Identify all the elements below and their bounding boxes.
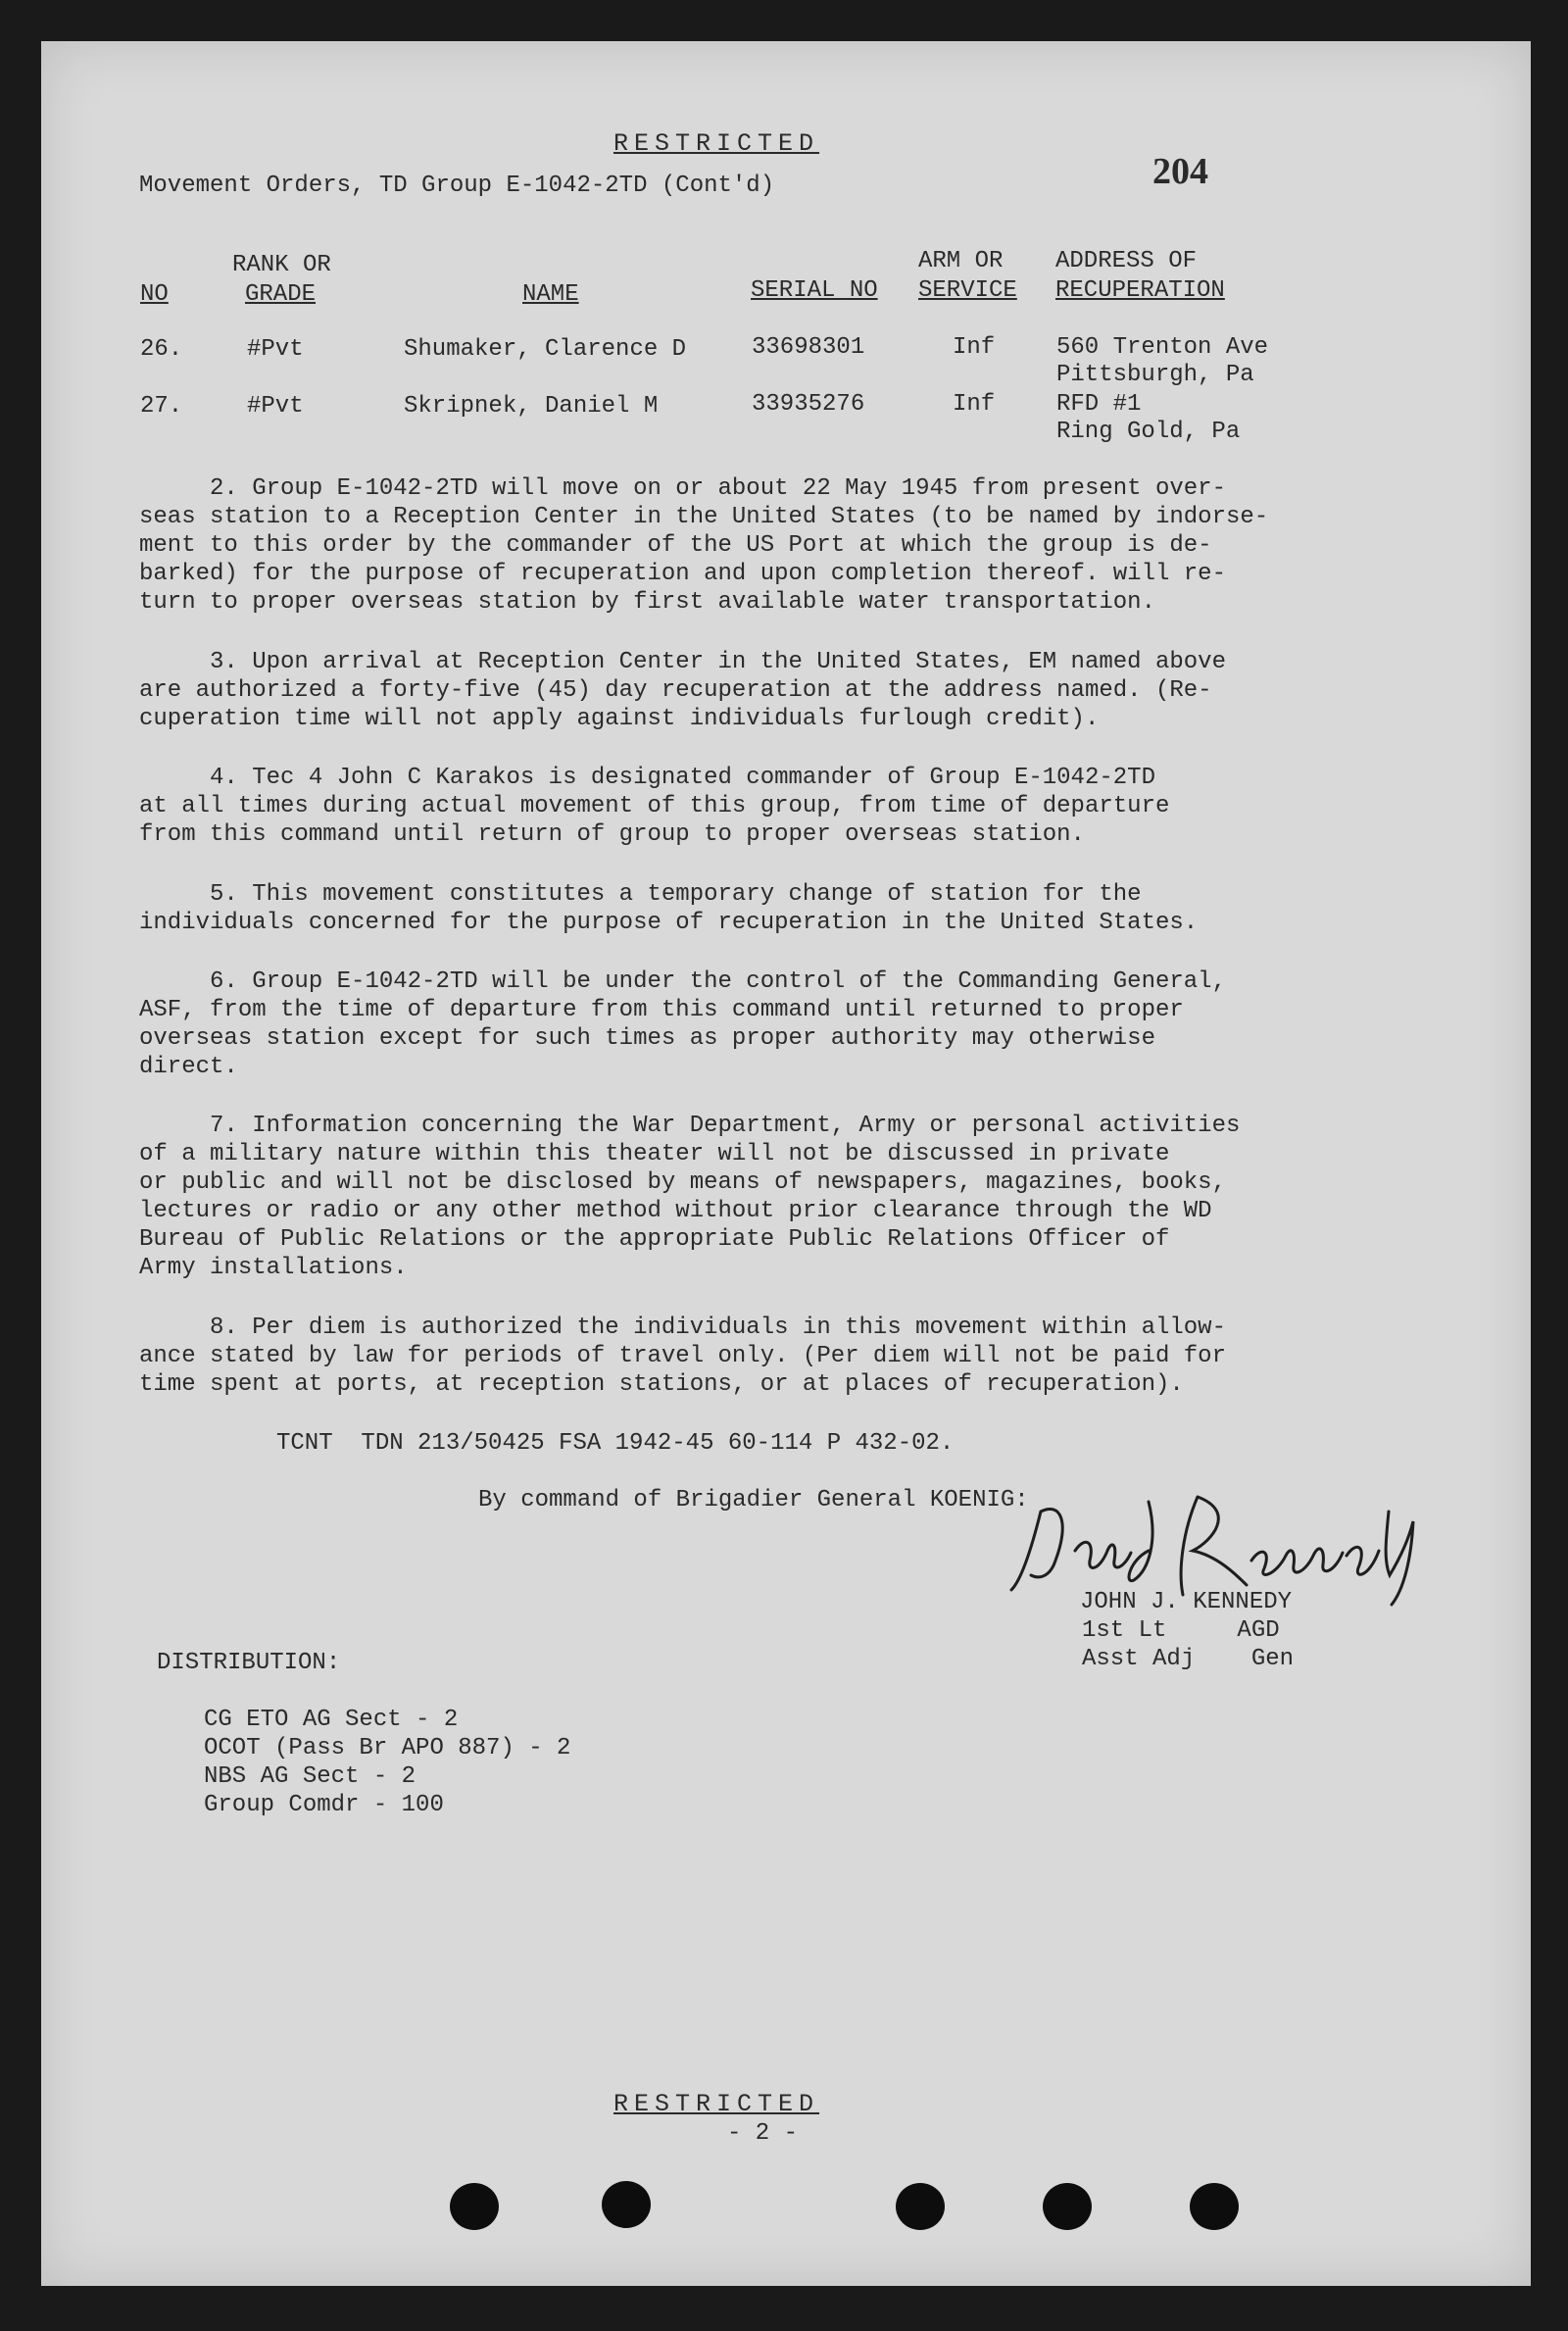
row-no: 27. [140, 393, 183, 420]
subject-line: Movement Orders, TD Group E-1042-2TD (Cont'd) [139, 173, 775, 199]
binder-hole [602, 2181, 651, 2228]
paragraph-line: ment to this order by the commander of the US Port at which the group is de- [139, 532, 1212, 559]
paragraph-line: from this command until return of group to proper overseas station. [139, 821, 1085, 848]
binder-hole [1190, 2183, 1239, 2230]
row-name: Shumaker, Clarence D [404, 336, 687, 363]
row-address-line2: Ring Gold, Pa [1056, 419, 1241, 445]
signer-rank: 1st Lt AGD [1082, 1617, 1280, 1644]
binder-hole [896, 2183, 945, 2230]
paragraph-line: cuperation time will not apply against individuals furlough credit). [139, 706, 1100, 732]
paragraph-line: 4. Tec 4 John C Karakos is designated commander of Group E-1042-2TD [139, 765, 1155, 791]
fund-citation: TCNT TDN 213/50425 FSA 1942-45 60-114 P 432-02. [276, 1430, 955, 1457]
col-name: NAME [522, 281, 579, 308]
row-arm: Inf [953, 391, 996, 418]
paragraph-line: overseas station except for such times as proper authority may otherwise [139, 1025, 1155, 1052]
col-no: NO [140, 281, 169, 308]
row-address-line1: RFD #1 [1056, 391, 1142, 418]
footer-page-number: - 2 - [727, 2120, 799, 2147]
paragraph-line: at all times during actual movement of this group, from time of departure [139, 793, 1170, 819]
paragraph-line: 2. Group E-1042-2TD will move on or about 22 May 1945 from present over- [139, 475, 1226, 502]
paragraph-line: 5. This movement constitutes a temporary change of station for the [139, 881, 1142, 908]
paragraph-line: of a military nature within this theater will not be discussed in private [139, 1141, 1170, 1167]
paragraph-line: 7. Information concerning the War Department, Army or personal activities [139, 1113, 1241, 1139]
paragraph-line: time spent at ports, at reception stations, or at places of recuperation). [139, 1371, 1184, 1398]
col-addr-line2: RECUPERATION [1055, 277, 1225, 304]
paragraph-line: 3. Upon arrival at Reception Center in the United States, EM named above [139, 649, 1226, 675]
col-arm-line1: ARM OR [918, 248, 1004, 274]
command-line: By command of Brigadier General KOENIG: [478, 1487, 1029, 1513]
page-number: 204 [1152, 151, 1208, 192]
row-name: Skripnek, Daniel M [404, 393, 659, 420]
row-no: 26. [140, 336, 183, 363]
paragraph-line: ance stated by law for periods of travel only. (Per diem will not be paid for [139, 1343, 1226, 1369]
list-item: NBS AG Sect - 2 [204, 1763, 416, 1790]
classification-footer: RESTRICTED [613, 2090, 820, 2118]
paragraph-line: lectures or radio or any other method without prior clearance through the WD [139, 1198, 1212, 1224]
paragraph-line: ASF, from the time of departure from this command until returned to proper [139, 997, 1184, 1023]
row-serial: 33935276 [752, 391, 865, 418]
row-serial: 33698301 [752, 334, 865, 361]
list-item: CG ETO AG Sect - 2 [204, 1707, 459, 1733]
document-page [41, 41, 1531, 2286]
col-serial: SERIAL NO [751, 277, 878, 304]
paragraph-line: Army installations. [139, 1255, 408, 1281]
col-addr-line1: ADDRESS OF [1055, 248, 1198, 274]
row-address-line1: 560 Trenton Ave [1056, 334, 1269, 361]
row-rank: #Pvt [247, 393, 304, 420]
binder-hole [1043, 2183, 1092, 2230]
paragraph-line: seas station to a Reception Center in the United States (to be named by indorse- [139, 504, 1269, 530]
col-rank-line1: RANK OR [232, 252, 331, 278]
signer-name: JOHN J. KENNEDY [1080, 1589, 1293, 1615]
paragraph-line: barked) for the purpose of recuperation and upon completion thereof. will re- [139, 561, 1226, 587]
paragraph-line: 8. Per diem is authorized the individuals in this movement within allow- [139, 1314, 1226, 1341]
row-address-line2: Pittsburgh, Pa [1056, 362, 1254, 388]
paragraph-line: 6. Group E-1042-2TD will be under the control of the Commanding General, [139, 968, 1226, 995]
paragraph-line: Bureau of Public Relations or the appropriate Public Relations Officer of [139, 1226, 1170, 1253]
paragraph-line: turn to proper overseas station by first available water transportation. [139, 589, 1155, 616]
row-arm: Inf [953, 334, 996, 361]
row-rank: #Pvt [247, 336, 304, 363]
list-item: OCOT (Pass Br APO 887) - 2 [204, 1735, 571, 1761]
binder-hole [450, 2183, 499, 2230]
paragraph-line: individuals concerned for the purpose of recuperation in the United States. [139, 910, 1199, 936]
distribution-heading: DISTRIBUTION: [157, 1650, 341, 1676]
list-item: Group Comdr - 100 [204, 1792, 444, 1818]
col-arm-line2: SERVICE [918, 277, 1017, 304]
signer-title: Asst Adj Gen [1082, 1646, 1295, 1672]
paragraph-line: or public and will not be disclosed by means of newspapers, magazines, books, [139, 1169, 1226, 1196]
paragraph-line: direct. [139, 1054, 238, 1080]
classification-header: RESTRICTED [613, 129, 820, 158]
col-rank-line2: GRADE [245, 281, 317, 308]
paragraph-line: are authorized a forty-five (45) day recuperation at the address named. (Re- [139, 677, 1212, 704]
